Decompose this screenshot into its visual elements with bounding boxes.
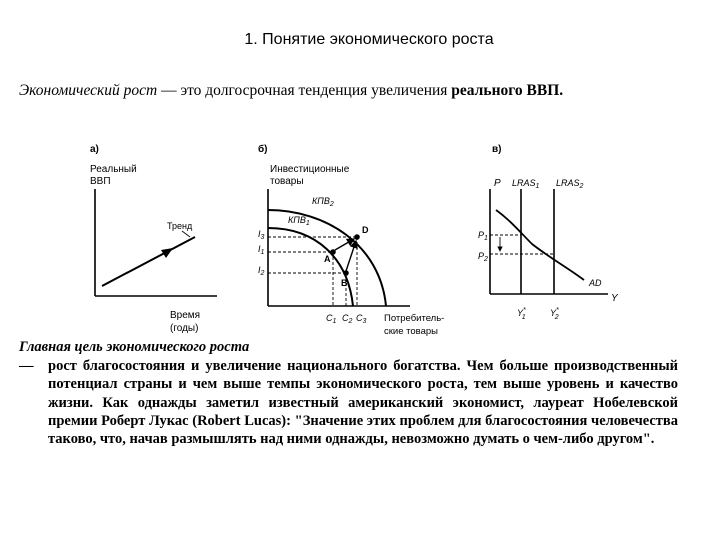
graph-b-c3-sub: 3 [362, 318, 367, 325]
graph-b-point-d-label: D [362, 225, 369, 235]
graph-c-p2-label [478, 251, 488, 263]
graph-b-ylabel-2: товары [270, 176, 304, 187]
graph-b-kpv2-sub: 2 [329, 201, 334, 208]
graph-b-ylabel-1: Инвестиционные [270, 164, 350, 175]
graph-c-lras2-main: LRAS [556, 178, 580, 188]
graph-b-kpv1-main: КПВ [288, 215, 306, 225]
graph-c-lras1-main: LRAS [512, 178, 536, 188]
graph-b-kpv2-main: КПВ [312, 196, 330, 206]
graph-b-c3-main: C [356, 313, 363, 323]
graph-b-c2-label [342, 313, 353, 325]
graph-b-point-b-label: B [341, 278, 348, 288]
goal-dash: — [19, 358, 34, 374]
graph-b-label: б) [258, 144, 268, 155]
graph-c-p1-main: P [478, 230, 485, 240]
graph-a-label: а) [90, 144, 99, 155]
graph-c [478, 144, 619, 321]
graph-c-y1-label [517, 307, 526, 321]
graph-c-y1-sub: 1 [521, 314, 526, 321]
graph-c-lras1-label [512, 178, 540, 190]
graph-b-point-b [343, 270, 349, 276]
graph-b-arrow-b-d [346, 241, 356, 271]
graph-a [90, 144, 217, 334]
graph-c-p-label: P [494, 178, 501, 189]
graph-c-label: в) [492, 144, 502, 155]
graph-b-point-d [354, 234, 360, 240]
graph-c-ad-curve [496, 210, 584, 280]
page-title: 1. Понятие экономического роста [244, 31, 494, 48]
graph-c-y2-label [550, 307, 559, 321]
graph-b-kpv1-sub: 1 [305, 220, 310, 227]
graph-b-c1-main: C [326, 313, 333, 323]
graph-a-xlabel-1: Время [170, 310, 201, 321]
graph-c-y2-main: Y [550, 308, 557, 318]
graph-c-p2-main: P [478, 251, 485, 261]
graph-a-ylabel-2: ВВП [90, 176, 111, 187]
graph-b-i3-main: I [258, 229, 261, 239]
graph-b-i2-sub: 2 [260, 270, 265, 277]
graph-c-lras2-label [556, 178, 584, 190]
graph-b-point-a-label: A [324, 254, 331, 264]
graph-a-ylabel-1: Реальный [90, 164, 137, 175]
graph-b-i1-main: I [258, 244, 261, 254]
graph-a-trend-pointer [182, 231, 190, 237]
graph-b-i1-label [258, 244, 265, 256]
graph-c-p1-label [478, 230, 488, 242]
graph-c-y1-main: Y [517, 308, 524, 318]
graph-b-i3-sub: 3 [260, 234, 265, 241]
graph-c-p1-sub: 1 [484, 235, 488, 242]
definition-text: — это долгосрочная тенденция увеличения [157, 82, 452, 99]
definition [19, 82, 563, 100]
graph-b-i3-label [258, 229, 265, 241]
graph-c-y1-sup: * [523, 307, 526, 314]
graph-a-xlabel-2: (годы) [170, 323, 199, 334]
graph-c-p2-sub: 2 [484, 256, 488, 263]
graph-b-kpv2-label [312, 196, 334, 208]
graph-b-xlabel-1: Потребитель- [384, 313, 445, 324]
graph-b [258, 143, 444, 337]
graph-b-xlabel-2: ские товары [384, 326, 438, 337]
definition-emphasis: реального ВВП. [451, 82, 564, 99]
goal-heading: Главная цель экономического роста [19, 339, 250, 355]
growth-graphs [80, 134, 620, 339]
graph-c-lras1-sub: 1 [535, 183, 540, 190]
graph-b-i2-label [258, 265, 265, 277]
graph-a-trend-line [102, 237, 195, 286]
graph-b-c3-label [356, 313, 367, 325]
graph-c-y2-sub: 2 [554, 314, 559, 321]
graph-b-point-a [330, 249, 336, 255]
graph-c-y-label: Y [611, 293, 618, 304]
graph-a-trend-label: Тренд [167, 221, 193, 231]
graph-b-i1-sub: 1 [260, 249, 265, 256]
graph-c-ad-label: AD [589, 278, 602, 288]
graph-c-lras2-sub: 2 [579, 183, 584, 190]
graph-b-c2-main: C [342, 313, 349, 323]
graph-b-kpv1-label [288, 215, 310, 227]
graph-b-c1-label [326, 313, 337, 325]
graph-b-arrow-a-d [335, 239, 354, 250]
graph-b-c1-sub: 1 [332, 318, 337, 325]
graph-b-c2-sub: 2 [348, 318, 353, 325]
graph-c-y2-sup: * [556, 307, 559, 314]
definition-term: Экономический рост [19, 82, 158, 99]
graph-b-kpv1-curve [268, 228, 353, 306]
goal-paragraph [19, 357, 678, 448]
goal-body: рост благосостояния и увеличение национального богатства. Чем больше производственный потенциал страны и чем выше темпы экономического роста, тем выше уровень и качество жизни. Как однажды заметил известный американский экономист, лауреат Нобелевской премии Роберт Лукас (Robert Lucas): "Значение этих проблем для благосостояния человечества таково, что, начав размышлять над ними однажды, невозможно думать о чем-либо другом". [48, 358, 678, 448]
graph-b-i2-main: I [258, 265, 261, 275]
